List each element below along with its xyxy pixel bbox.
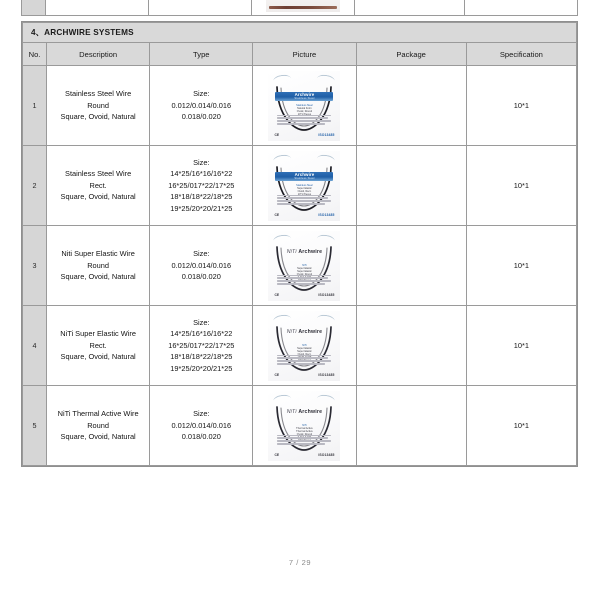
type-line: 16*25/017*22/17*25 — [168, 340, 235, 350]
package-description-block — [277, 275, 331, 287]
row-picture-cell — [253, 306, 356, 386]
type-line: 0.012/0.014/0.016 — [171, 100, 232, 110]
table-header-row — [23, 43, 577, 66]
table-row — [23, 306, 577, 386]
package-spec-line: Super Elastic — [297, 186, 312, 190]
row-picture-cell — [253, 386, 356, 466]
package-text-line — [277, 117, 328, 118]
package-spec-line: Super Elastic — [297, 349, 312, 353]
row-package-cell — [356, 386, 466, 466]
package-text-line — [277, 355, 331, 356]
type-line: 0.018/0.020 — [181, 432, 221, 442]
package-description-block — [277, 435, 331, 447]
row-description-cell — [47, 226, 150, 306]
row-type-cell — [150, 386, 253, 466]
description-line: Rect. — [89, 340, 107, 350]
package-label-band — [275, 172, 333, 181]
package-spec-line: Thermal Active — [296, 429, 313, 433]
description-line: Square, Ovoid, Natural — [60, 112, 136, 122]
type-line: Size: — [193, 157, 210, 167]
package-description-block — [277, 195, 331, 207]
row-specification-cell: 10*1 — [466, 386, 576, 466]
row-package-cell — [356, 146, 466, 226]
row-specification-cell: 10*1 — [466, 306, 576, 386]
type-line: 14*25/16*16/16*22 — [170, 329, 233, 339]
package-text-line — [277, 283, 325, 284]
package-brand-title: Archwire — [294, 91, 315, 97]
row-description-cell — [47, 146, 150, 226]
table-row — [23, 146, 577, 226]
description-line: Square, Ovoid, Natural — [60, 432, 136, 442]
section-heading-row — [23, 23, 577, 43]
package-certification-row — [274, 293, 334, 297]
row-package-cell — [356, 226, 466, 306]
package-certification-row — [274, 133, 334, 137]
package-spec-line: Stainless Steel — [296, 103, 313, 107]
column-header-specification: Specification — [466, 43, 576, 66]
previous-row-product-image — [266, 0, 340, 12]
row-package-cell — [356, 66, 466, 146]
row-type-cell — [150, 66, 253, 146]
row-number-cell: 2 — [23, 146, 47, 226]
package-text-line — [277, 280, 331, 281]
row-type-cell — [150, 146, 253, 226]
package-certification-row — [274, 373, 334, 377]
row-number-cell: 4 — [23, 306, 47, 386]
package-label-band — [275, 92, 333, 101]
section-heading-text: 4、ARCHWIRE SYSTEMS — [23, 23, 577, 43]
row-specification-cell: 10*1 — [466, 146, 576, 226]
type-line: 18*18/18*22/18*25 — [170, 192, 233, 202]
previous-row-desc-cell — [46, 0, 149, 15]
package-spec-line: NiTi — [302, 343, 307, 347]
row-picture-cell — [253, 66, 356, 146]
product-package-photo — [268, 311, 340, 381]
description-line: Rect. — [89, 180, 107, 190]
previous-row-image-bar — [269, 6, 337, 9]
iso-mark: ISO13485 — [318, 372, 335, 377]
package-brand-title: NiTi Archwire — [286, 328, 323, 335]
type-line: 14*25/16*16/16*22 — [170, 169, 233, 179]
row-number-cell: 1 — [23, 66, 47, 146]
row-package-cell — [356, 306, 466, 386]
package-text-line — [277, 200, 331, 201]
ce-mark: CE — [274, 292, 280, 297]
column-header-no: No. — [23, 43, 47, 66]
package-text-line — [277, 363, 325, 364]
type-line: 0.012/0.014/0.016 — [171, 420, 232, 430]
ce-mark: CE — [274, 132, 280, 137]
description-line: Stainless Steel Wire — [65, 89, 132, 99]
type-line: 0.012/0.014/0.016 — [171, 260, 232, 270]
iso-mark: ISO13485 — [318, 452, 335, 457]
description-line: Round — [87, 420, 109, 430]
package-text-line — [277, 195, 331, 196]
package-spec-line: Ovoid, Round — [296, 109, 313, 113]
ce-mark: CE — [274, 452, 280, 457]
package-text-line — [277, 443, 325, 444]
previous-row-type-cell — [149, 0, 252, 15]
archwire-systems-table — [21, 21, 578, 467]
package-spec-line: NiTi — [302, 263, 307, 267]
package-text-line — [277, 435, 331, 436]
package-text-line — [277, 123, 325, 124]
row-picture-cell — [253, 146, 356, 226]
column-header-package: Package — [356, 43, 466, 66]
column-header-picture: Picture — [253, 43, 356, 66]
package-text-line — [277, 360, 331, 361]
column-header-type: Type — [150, 43, 253, 66]
previous-row-no-cell — [22, 0, 46, 15]
iso-mark: ISO13485 — [318, 132, 335, 137]
type-line: Size: — [193, 317, 210, 327]
description-line: Square, Ovoid, Natural — [60, 352, 136, 362]
type-line: 18*18/18*22/18*25 — [170, 352, 233, 362]
package-spec-line: Super Elastic — [297, 266, 312, 270]
row-picture-cell — [253, 226, 356, 306]
column-header-description: Description — [47, 43, 150, 66]
type-line: 16*25/017*22/17*25 — [168, 180, 235, 190]
package-text-line — [277, 277, 328, 278]
package-text-line — [277, 440, 331, 441]
type-line: 0.018/0.020 — [181, 112, 221, 122]
package-text-line — [277, 275, 331, 276]
row-specification-cell: 10*1 — [466, 66, 576, 146]
row-number-cell: 5 — [23, 386, 47, 466]
package-brand-title: Archwire — [294, 171, 315, 177]
package-brand-subtitle: Stainless Steel — [294, 177, 315, 181]
package-brand-title: NiTi Archwire — [286, 248, 323, 255]
product-package-photo — [268, 231, 340, 301]
row-specification-cell: 10*1 — [466, 226, 576, 306]
page-number-footer: 7 / 29 — [288, 558, 312, 567]
description-line: Round — [87, 100, 109, 110]
package-text-line — [277, 357, 328, 358]
package-spec-line: Natural Form — [297, 106, 312, 110]
type-line: 19*25/20*20/21*25 — [170, 203, 233, 213]
package-text-line — [277, 437, 328, 438]
package-spec-line: Stainless Steel — [296, 183, 313, 187]
iso-mark: ISO13485 — [318, 292, 335, 297]
previous-row-picture-cell — [252, 0, 355, 15]
package-description-block — [277, 115, 331, 127]
row-description-cell — [47, 66, 150, 146]
product-package-photo — [268, 151, 340, 221]
package-text-line — [277, 120, 331, 121]
package-text-line — [277, 203, 325, 204]
row-type-cell — [150, 306, 253, 386]
previous-row-package-cell — [355, 0, 465, 15]
type-line: 0.018/0.020 — [181, 272, 221, 282]
table-row — [23, 386, 577, 466]
row-number-cell: 3 — [23, 226, 47, 306]
package-spec-line: Super Elastic — [297, 269, 312, 273]
product-package-photo — [268, 71, 340, 141]
previous-row-spec-cell — [465, 0, 575, 15]
description-line: Square, Ovoid, Natural — [60, 272, 136, 282]
package-spec-line: Ovoid, Rect. — [297, 189, 312, 193]
type-line: Size: — [193, 409, 210, 419]
product-package-photo — [268, 391, 340, 461]
type-line: 19*25/20*20/21*25 — [170, 363, 233, 373]
package-spec-line: NiTi — [302, 423, 307, 427]
description-line: Stainless Steel Wire — [65, 169, 132, 179]
package-certification-row — [274, 213, 334, 217]
package-description-block — [277, 355, 331, 367]
package-spec-line: Super Elastic — [297, 346, 312, 350]
iso-mark: ISO13485 — [318, 212, 335, 217]
type-line: Size: — [193, 89, 210, 99]
row-description-cell — [47, 306, 150, 386]
previous-row-fragment — [21, 0, 578, 16]
description-line: Square, Ovoid, Natural — [60, 192, 136, 202]
type-line: Size: — [193, 249, 210, 259]
description-line: Niti Super Elastic Wire — [61, 249, 135, 259]
description-line: Round — [87, 260, 109, 270]
package-text-line — [277, 197, 328, 198]
ce-mark: CE — [274, 372, 280, 377]
ce-mark: CE — [274, 212, 280, 217]
table-row — [23, 226, 577, 306]
row-type-cell — [150, 226, 253, 306]
package-brand-subtitle: Stainless Steel — [294, 97, 315, 101]
description-line: NiTi Super Elastic Wire — [60, 329, 136, 339]
package-certification-row — [274, 453, 334, 457]
row-description-cell — [47, 386, 150, 466]
table-row — [23, 66, 577, 146]
package-spec-line: Thermal Active — [296, 426, 313, 430]
package-brand-title: NiTi Archwire — [286, 408, 323, 415]
description-line: NiTi Thermal Active Wire — [57, 409, 139, 419]
package-text-line — [277, 115, 331, 116]
